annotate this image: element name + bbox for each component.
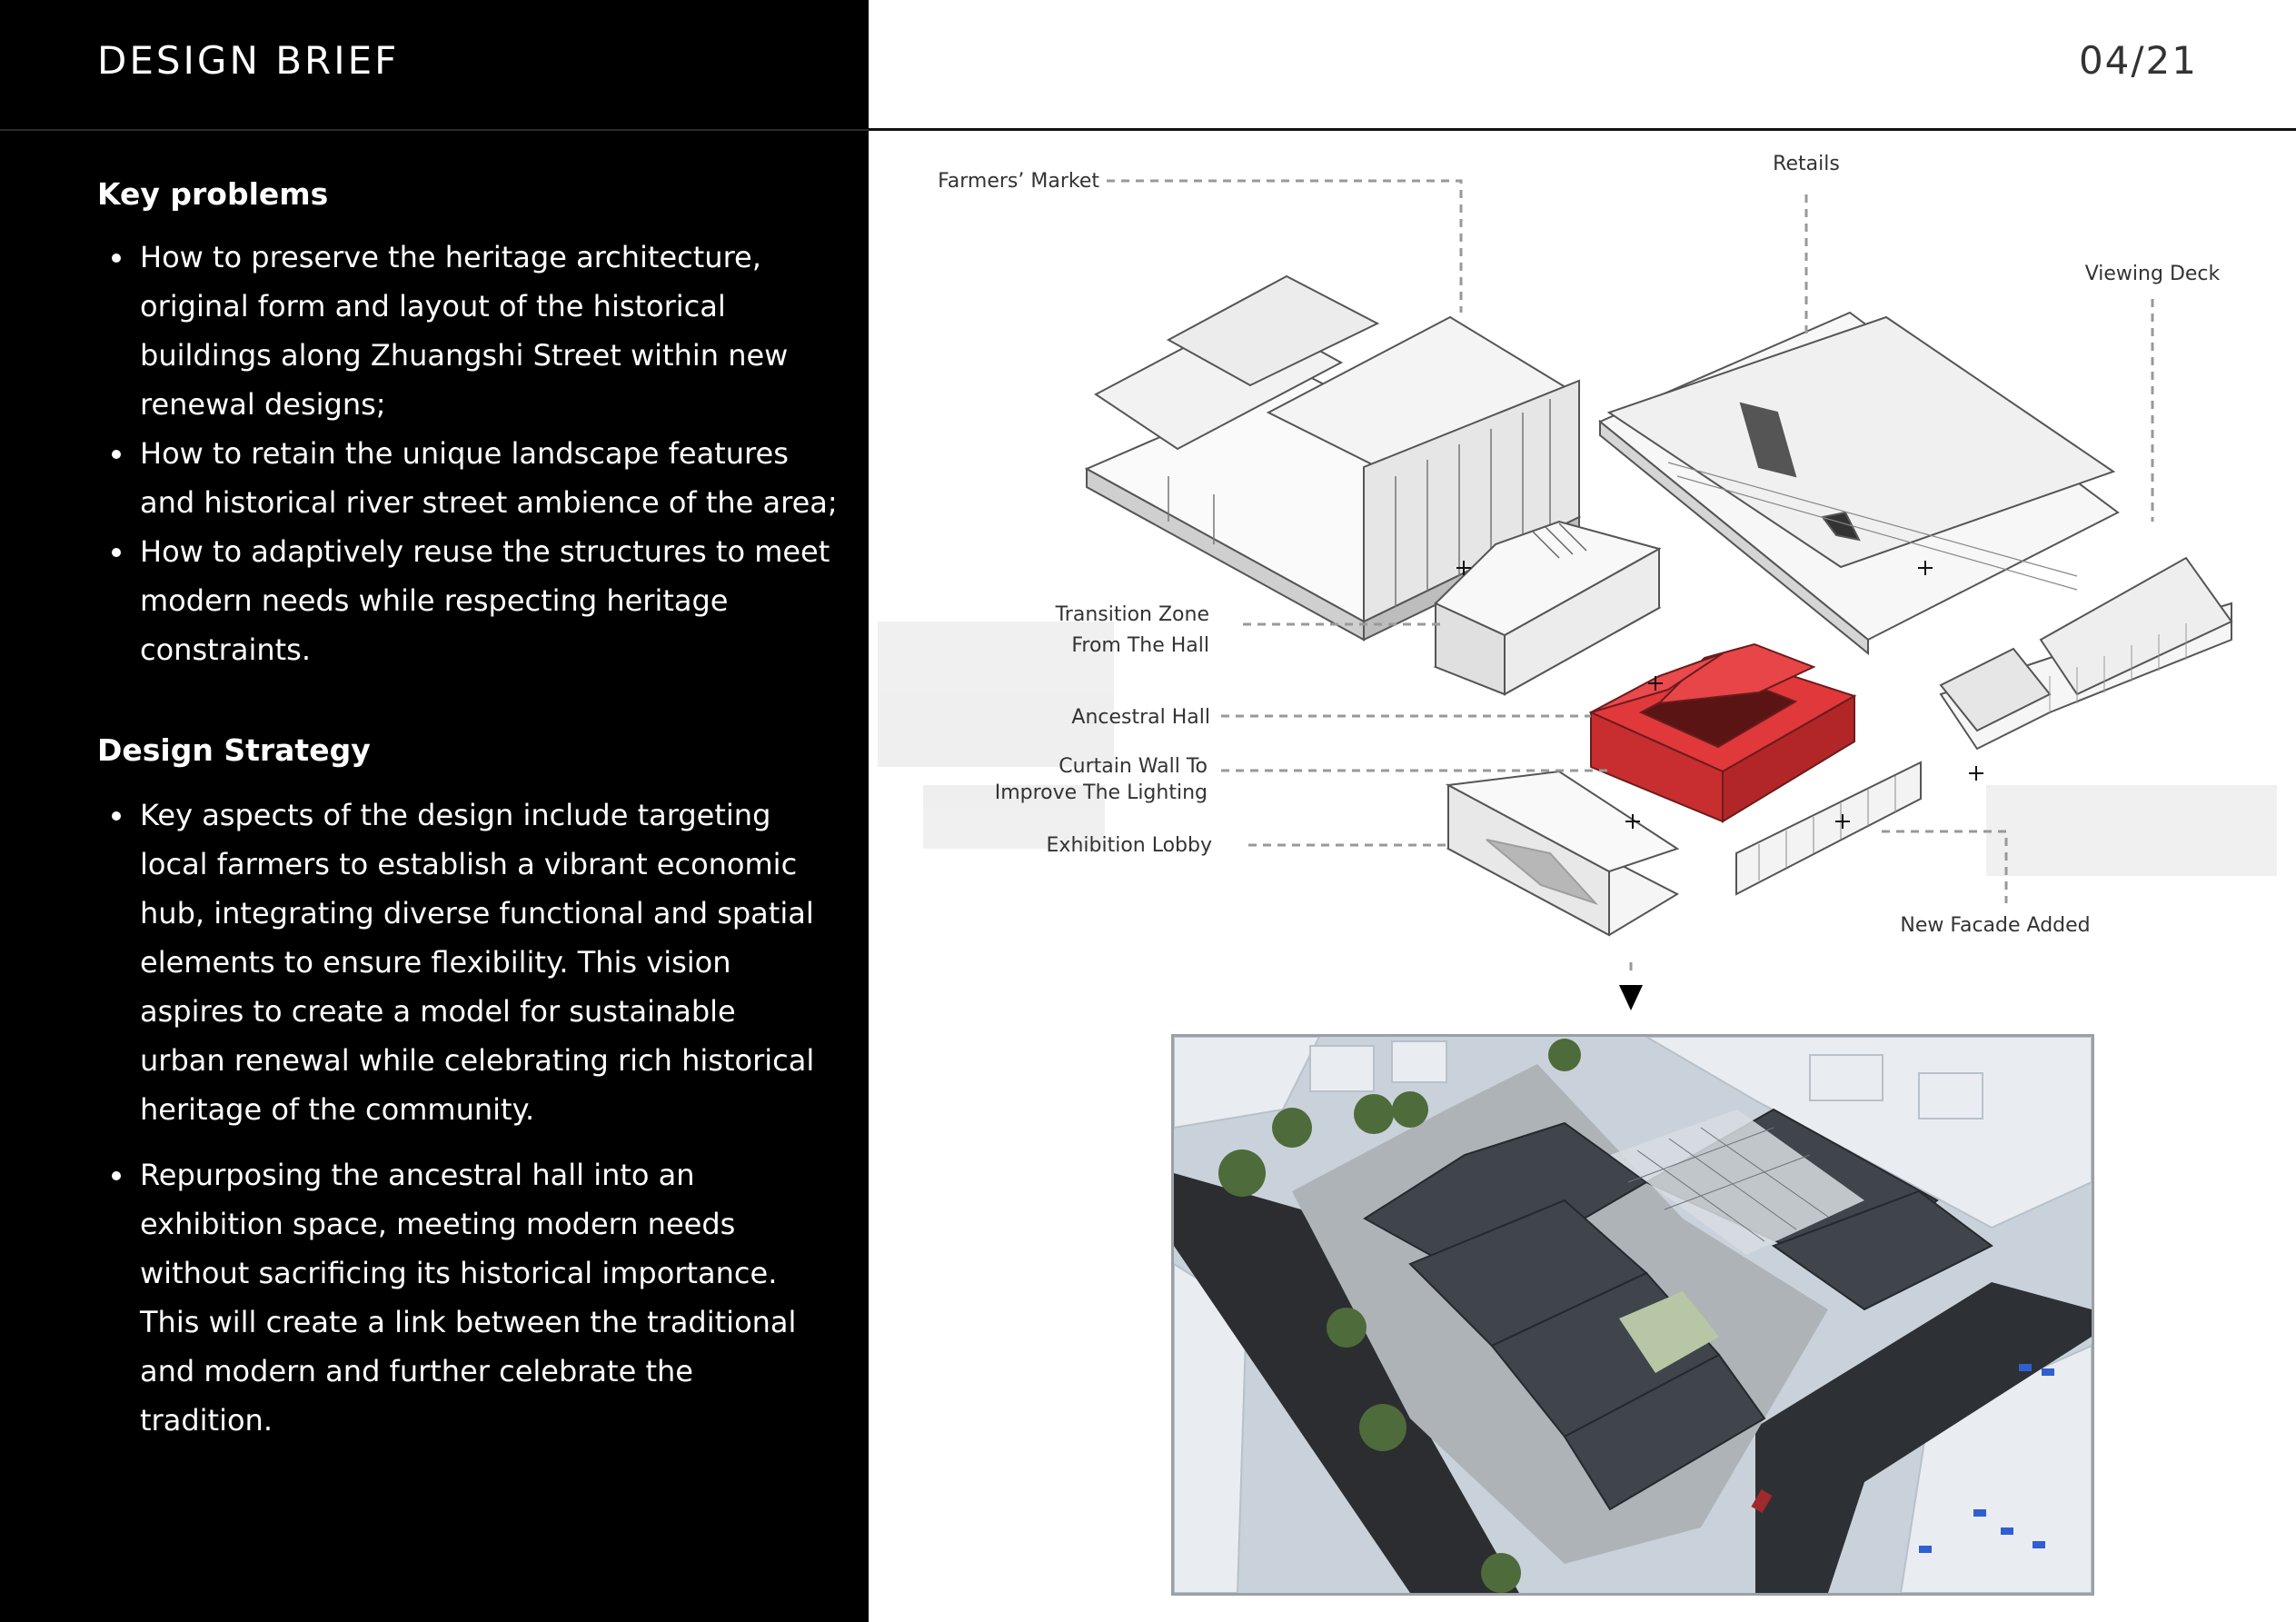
aerial-render-image: [1171, 1034, 2094, 1596]
bullet-icon: [112, 548, 121, 557]
label-exhibition-lobby: Exhibition Lobby: [1046, 834, 1212, 857]
design-strategy-heading: Design Strategy: [97, 732, 371, 768]
page-number: 04/21: [2078, 38, 2198, 83]
list-item: [97, 791, 824, 1134]
label-transition-zone-2: From The Hall: [1071, 634, 1209, 657]
bullet-icon: [112, 450, 121, 459]
list-item: [97, 429, 851, 527]
list-item-text: How to adaptively reuse the structures to meet modern needs while respecting heritage constraints.: [140, 534, 830, 667]
label-transition-zone-1: Transition Zone: [1055, 603, 1209, 626]
list-item-text: How to preserve the heritage architecture, original form and layout of the historical buildings along Zhuangshi Street within new renewal designs;: [140, 240, 789, 422]
list-item: [97, 233, 851, 429]
label-curtain-wall-2: Improve The Lighting: [994, 781, 1208, 804]
ancestral-hall-block: [1591, 644, 1854, 821]
key-problems-list: [97, 233, 851, 674]
exploded-axonometric-diagram: [869, 131, 2296, 1030]
list-item-text: Key aspects of the design include targeting local farmers to establish a vibrant economic hub, integrating diverse functional and spatial elements to ensure flexibility. This vision aspires to create a model for sustainable urban renewal while celebrating rich historical heritage of the community.: [140, 798, 815, 1127]
label-retails: Retails: [1773, 153, 1840, 175]
viewing-deck-building: [1941, 558, 2231, 749]
header-divider: [0, 129, 869, 131]
list-item-text: Repurposing the ancestral hall into an exhibition space, meeting modern needs without sacrificing its historical importance. This will create a link between the traditional and modern and further celebrate the tradition.: [140, 1158, 797, 1438]
retails-building: [1600, 313, 2118, 653]
label-farmers-market: Farmers’ Market: [938, 170, 1099, 193]
design-strategy-list: [97, 791, 824, 1445]
page-title: DESIGN BRIEF: [97, 38, 400, 83]
key-problems-heading: Key problems: [97, 176, 329, 212]
aerial-render-drawing: [1174, 1037, 2092, 1593]
label-ancestral-hall: Ancestral Hall: [1071, 706, 1210, 729]
label-curtain-wall-1: Curtain Wall To: [1059, 755, 1208, 778]
label-viewing-deck: Viewing Deck: [2084, 263, 2221, 285]
list-item-text: How to retain the unique landscape features and historical river street ambience of the area;: [140, 436, 838, 520]
list-item: [97, 1150, 824, 1445]
bullet-icon: [112, 1171, 121, 1180]
down-arrow-icon: [1619, 985, 1643, 1010]
exhibition-lobby-block: [1448, 771, 1677, 935]
bullet-icon: [112, 254, 121, 263]
left-panel: [0, 0, 869, 1622]
list-item: [97, 527, 851, 674]
bullet-icon: [112, 811, 121, 821]
label-new-facade: New Facade Added: [1900, 914, 2091, 937]
